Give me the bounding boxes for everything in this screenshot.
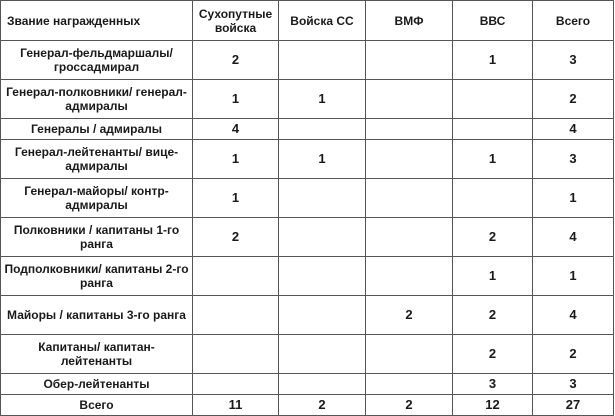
table-row [1, 119, 614, 140]
value-cell [279, 335, 366, 374]
total-cell: 2 [279, 395, 366, 416]
value-cell: 2 [453, 218, 533, 257]
value-cell [279, 296, 366, 335]
table-row [1, 374, 614, 395]
value-cell: 3 [453, 374, 533, 395]
table-row [1, 296, 614, 335]
value-cell [193, 374, 279, 395]
value-cell: 1 [279, 80, 366, 119]
header-row [1, 1, 614, 41]
value-cell: 1 [453, 257, 533, 296]
header-army: Сухопутные войска [193, 1, 279, 41]
total-cell: 2 [366, 395, 453, 416]
table-row [1, 80, 614, 119]
value-cell [366, 257, 453, 296]
rank-cell: Генерал-фельдмаршалы/ гроссадмирал [1, 41, 193, 80]
total-cell: 12 [453, 395, 533, 416]
value-cell: 1 [279, 140, 366, 179]
value-cell: 2 [193, 41, 279, 80]
value-cell: 2 [453, 296, 533, 335]
value-cell: 2 [193, 218, 279, 257]
value-cell [366, 119, 453, 140]
table-row [1, 335, 614, 374]
header-ss: Войска СС [279, 1, 366, 41]
value-cell [453, 179, 533, 218]
value-cell [366, 80, 453, 119]
rank-cell: Генерал-майоры/ контр-адмиралы [1, 179, 193, 218]
value-cell: 4 [193, 119, 279, 140]
rank-cell: Майоры / капитаны 3-го ранга [1, 296, 193, 335]
value-cell: 3 [533, 140, 614, 179]
value-cell: 4 [533, 218, 614, 257]
header-navy: ВМФ [366, 1, 453, 41]
value-cell [366, 140, 453, 179]
value-cell: 2 [366, 296, 453, 335]
value-cell: 1 [533, 179, 614, 218]
rank-cell: Генералы / адмиралы [1, 119, 193, 140]
value-cell: 4 [533, 296, 614, 335]
value-cell [279, 41, 366, 80]
total-label: Всего [1, 395, 193, 416]
value-cell [193, 257, 279, 296]
value-cell [366, 41, 453, 80]
value-cell [279, 119, 366, 140]
value-cell: 1 [193, 80, 279, 119]
value-cell [279, 218, 366, 257]
value-cell: 1 [453, 140, 533, 179]
value-cell: 2 [533, 335, 614, 374]
header-rank: Звание награжденных [1, 1, 193, 41]
value-cell [366, 218, 453, 257]
value-cell: 3 [533, 41, 614, 80]
table-row [1, 218, 614, 257]
rank-cell: Полковники / капитаны 1-го ранга [1, 218, 193, 257]
value-cell [279, 374, 366, 395]
value-cell [279, 179, 366, 218]
total-row [1, 395, 614, 416]
value-cell: 1 [533, 257, 614, 296]
value-cell [453, 80, 533, 119]
value-cell [453, 119, 533, 140]
value-cell [279, 257, 366, 296]
table-row [1, 257, 614, 296]
rank-cell: Генерал-полковники/ генерал-адмиралы [1, 80, 193, 119]
total-cell: 27 [533, 395, 614, 416]
rank-cell: Обер-лейтенанты [1, 374, 193, 395]
header-total: Всего [533, 1, 614, 41]
table-row [1, 179, 614, 218]
value-cell: 2 [453, 335, 533, 374]
value-cell: 2 [533, 80, 614, 119]
table-row [1, 41, 614, 80]
value-cell: 4 [533, 119, 614, 140]
value-cell: 1 [193, 140, 279, 179]
value-cell [366, 179, 453, 218]
header-airforce: ВВС [453, 1, 533, 41]
value-cell [193, 296, 279, 335]
rank-cell: Капитаны/ капитан-лейтенанты [1, 335, 193, 374]
value-cell: 1 [193, 179, 279, 218]
value-cell [193, 335, 279, 374]
table-row [1, 140, 614, 179]
rank-cell: Генерал-лейтенанты/ вице-адмиралы [1, 140, 193, 179]
value-cell [366, 374, 453, 395]
rank-cell: Подполковники/ капитаны 2-го ранга [1, 257, 193, 296]
value-cell [366, 335, 453, 374]
value-cell: 1 [453, 41, 533, 80]
total-cell: 11 [193, 395, 279, 416]
value-cell: 3 [533, 374, 614, 395]
